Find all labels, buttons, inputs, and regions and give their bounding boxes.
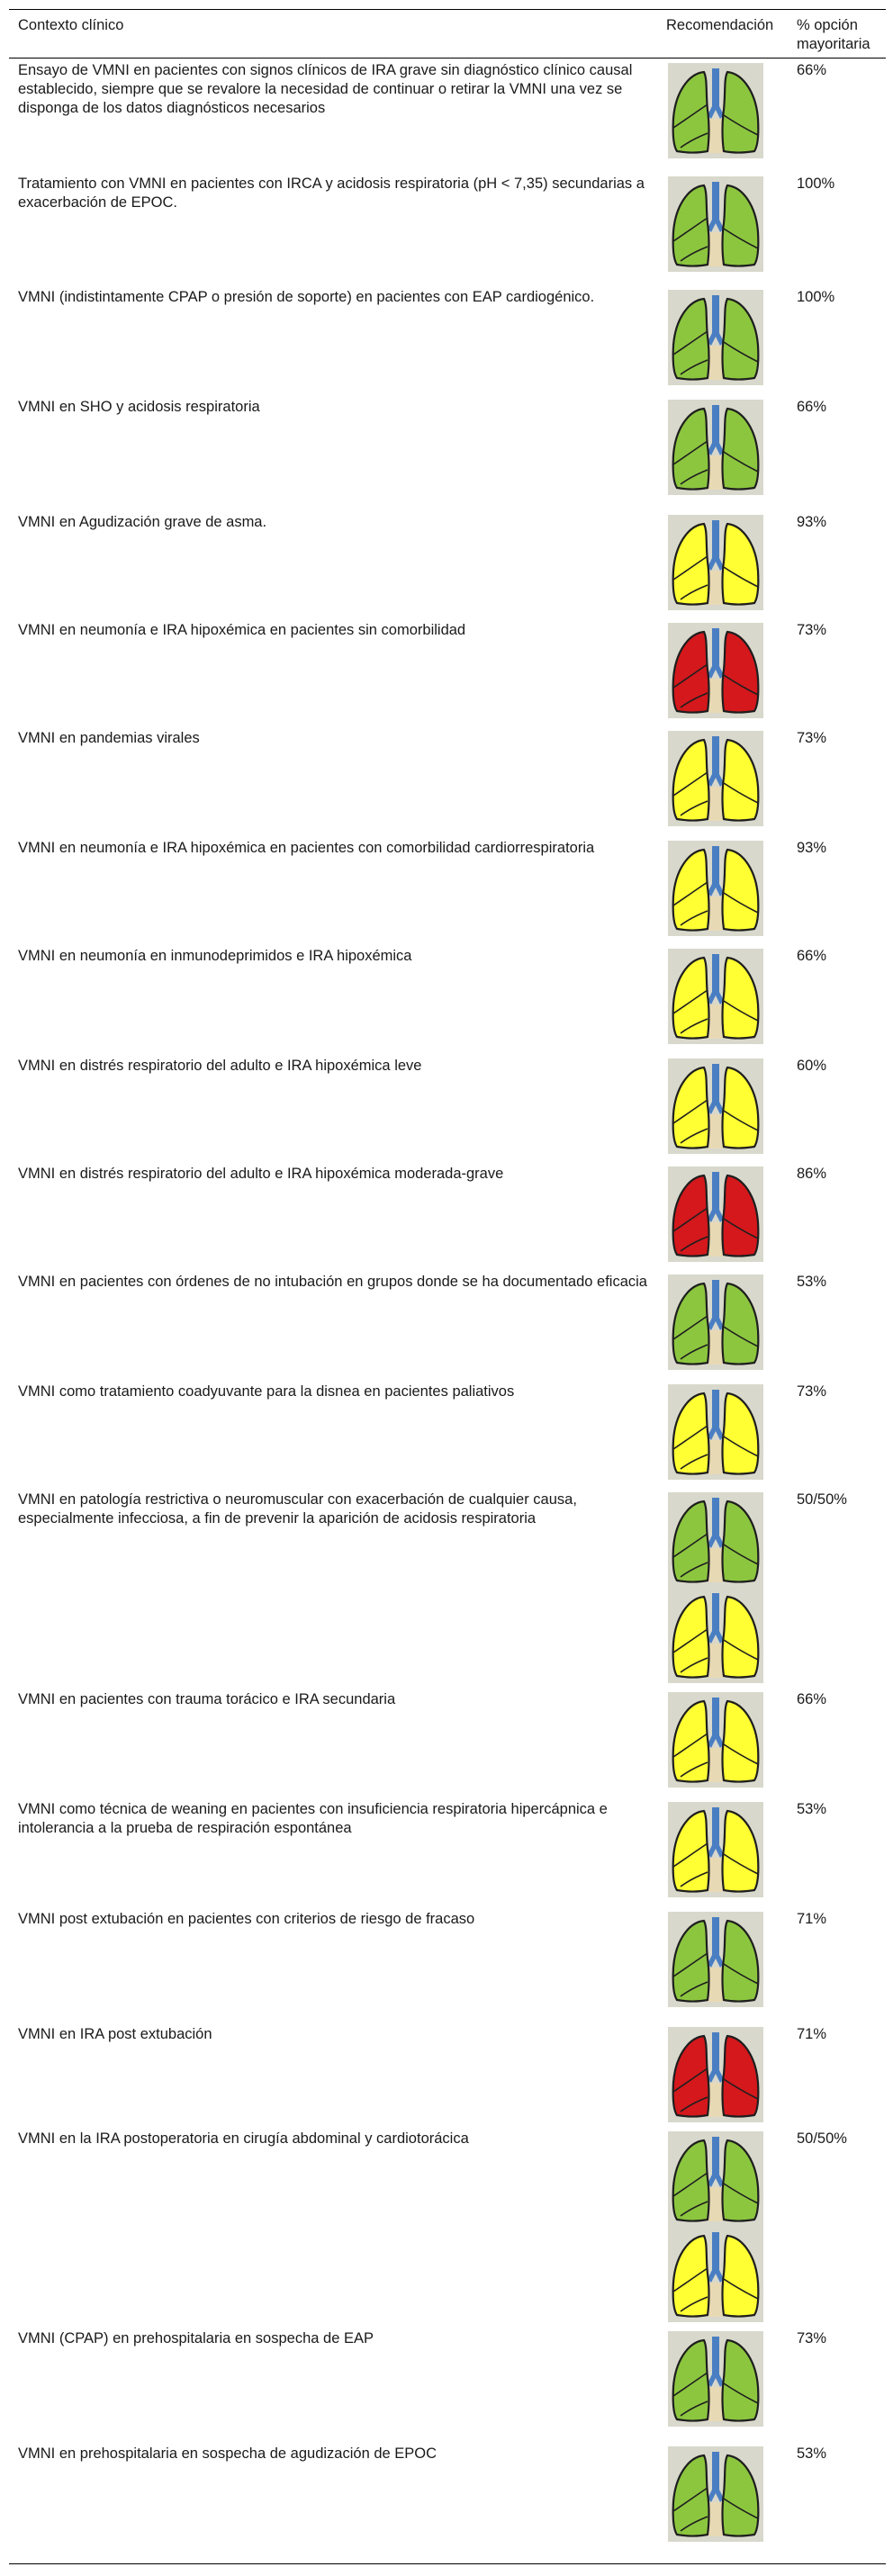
row-recomendacion [668,949,763,1044]
row-contexto: VMNI en patología restrictiva o neuromuscular con exacerbación de cualquier causa, especialmente infecciosa, a fin de prevenir la aparición de acidosis respiratoria [18,1491,577,1527]
row-recomendacion [668,176,763,272]
row-pct: 66% [797,399,827,415]
lung-yellow-icon [668,841,763,936]
lung-green-icon [668,2131,763,2227]
row-contexto: VMNI en pacientes con trauma torácico e IRA secundaria [18,1691,396,1707]
header-recomendacion: Recomendación [666,17,774,33]
row-contexto: VMNI post extubación en pacientes con criterios de riesgo de fracaso [18,1911,475,1927]
row-pct: 100% [797,176,835,192]
row-contexto: Tratamiento con VMNI en pacientes con IRCA y acidosis respiratoria (pH < 7,35) secundarias a exacerbación de EPOC. [18,176,645,211]
row-contexto: VMNI en neumonía en inmunodeprimidos e IRA hipoxémica [18,948,412,964]
row-recomendacion [668,1802,763,1897]
row-pct: 50/50% [797,2130,847,2147]
lung-green-icon [668,2331,763,2427]
row-pct: 50/50% [797,1491,847,1508]
row-recomendacion [668,2131,763,2322]
row-recomendacion [668,841,763,936]
lung-yellow-icon [668,1692,763,1788]
row-contexto: VMNI en neumonía e IRA hipoxémica en pacientes con comorbilidad cardiorrespiratoria [18,840,595,856]
row-recomendacion [668,2331,763,2427]
row-pct: 73% [797,2330,827,2346]
row-recomendacion [668,1166,763,1262]
row-recomendacion [668,731,763,826]
lung-green-icon [668,176,763,272]
row-pct: 66% [797,1691,827,1707]
lung-green-icon [668,63,763,158]
row-pct: 93% [797,840,827,856]
row-pct: 73% [797,730,827,746]
lung-green-icon [668,400,763,495]
lung-red-icon [668,2027,763,2122]
row-contexto: VMNI en Agudización grave de asma. [18,514,267,530]
row-recomendacion [668,2027,763,2122]
row-pct: 71% [797,2026,827,2042]
row-contexto: VMNI como tratamiento coadyuvante para la disnea en pacientes paliativos [18,1383,515,1400]
lung-yellow-icon [668,2227,763,2322]
row-pct: 73% [797,622,827,638]
row-pct: 66% [797,948,827,964]
lung-yellow-icon [668,515,763,610]
lung-green-icon [668,2446,763,2542]
row-pct: 93% [797,514,827,530]
lung-green-icon [668,290,763,385]
row-recomendacion [668,1384,763,1480]
row-pct: 100% [797,289,835,305]
table-header-rule [9,58,886,59]
row-contexto: VMNI en la IRA postoperatoria en cirugía abdominal y cardiotorácica [18,2130,469,2147]
lung-yellow-icon [668,1384,763,1480]
row-contexto: VMNI en IRA post extubación [18,2026,212,2042]
header-contexto: Contexto clínico [18,17,124,33]
row-recomendacion [668,400,763,495]
row-recomendacion [668,290,763,385]
row-contexto: VMNI en distrés respiratorio del adulto e IRA hipoxémica leve [18,1058,422,1074]
row-pct: 71% [797,1911,827,1927]
row-recomendacion [668,1058,763,1154]
row-contexto: VMNI (indistintamente CPAP o presión de soporte) en pacientes con EAP cardiogénico. [18,289,595,305]
row-contexto: VMNI como técnica de weaning en pacientes con insuficiencia respiratoria hipercápnica e intolerancia a la prueba de respiración espontánea [18,1801,608,1836]
lung-red-icon [668,1166,763,1262]
table-bottom-rule [9,2563,886,2564]
row-pct: 53% [797,1801,827,1817]
row-pct: 60% [797,1058,827,1074]
row-contexto: VMNI en pandemias virales [18,730,200,746]
lung-yellow-icon [668,1058,763,1154]
row-recomendacion [668,1692,763,1788]
row-recomendacion [668,515,763,610]
lung-green-icon [668,1274,763,1370]
row-recomendacion [668,1492,763,1683]
lung-green-icon [668,1492,763,1588]
table-top-rule [9,9,886,10]
row-recomendacion [668,623,763,718]
header-opcion: % opción mayoritaria [797,17,870,52]
row-contexto: VMNI en prehospitalaria en sospecha de agudización de EPOC [18,2445,437,2462]
lung-red-icon [668,623,763,718]
row-contexto: VMNI en SHO y acidosis respiratoria [18,399,260,415]
lung-green-icon [668,1912,763,2007]
row-contexto: VMNI en distrés respiratorio del adulto e IRA hipoxémica moderada-grave [18,1166,504,1182]
row-pct: 66% [797,62,827,78]
row-pct: 53% [797,1274,827,1290]
lung-yellow-icon [668,1802,763,1897]
lung-yellow-icon [668,1588,763,1683]
lung-yellow-icon [668,731,763,826]
row-recomendacion [668,2446,763,2542]
row-contexto: VMNI en neumonía e IRA hipoxémica en pacientes sin comorbilidad [18,622,466,638]
row-contexto: VMNI (CPAP) en prehospitalaria en sospecha de EAP [18,2330,374,2346]
row-pct: 73% [797,1383,827,1400]
row-recomendacion [668,1274,763,1370]
row-contexto: VMNI en pacientes con órdenes de no intubación en grupos donde se ha documentado eficacia [18,1274,647,1290]
row-contexto: Ensayo de VMNI en pacientes con signos clínicos de IRA grave sin diagnóstico clínico causal establecido, siempre que se revalore la necesidad de continuar o retirar la VMNI una vez se disponga de los datos diagnósticos necesarios [18,62,633,116]
row-pct: 86% [797,1166,827,1182]
lung-yellow-icon [668,949,763,1044]
row-recomendacion [668,1912,763,2007]
row-pct: 53% [797,2445,827,2462]
row-recomendacion [668,63,763,158]
